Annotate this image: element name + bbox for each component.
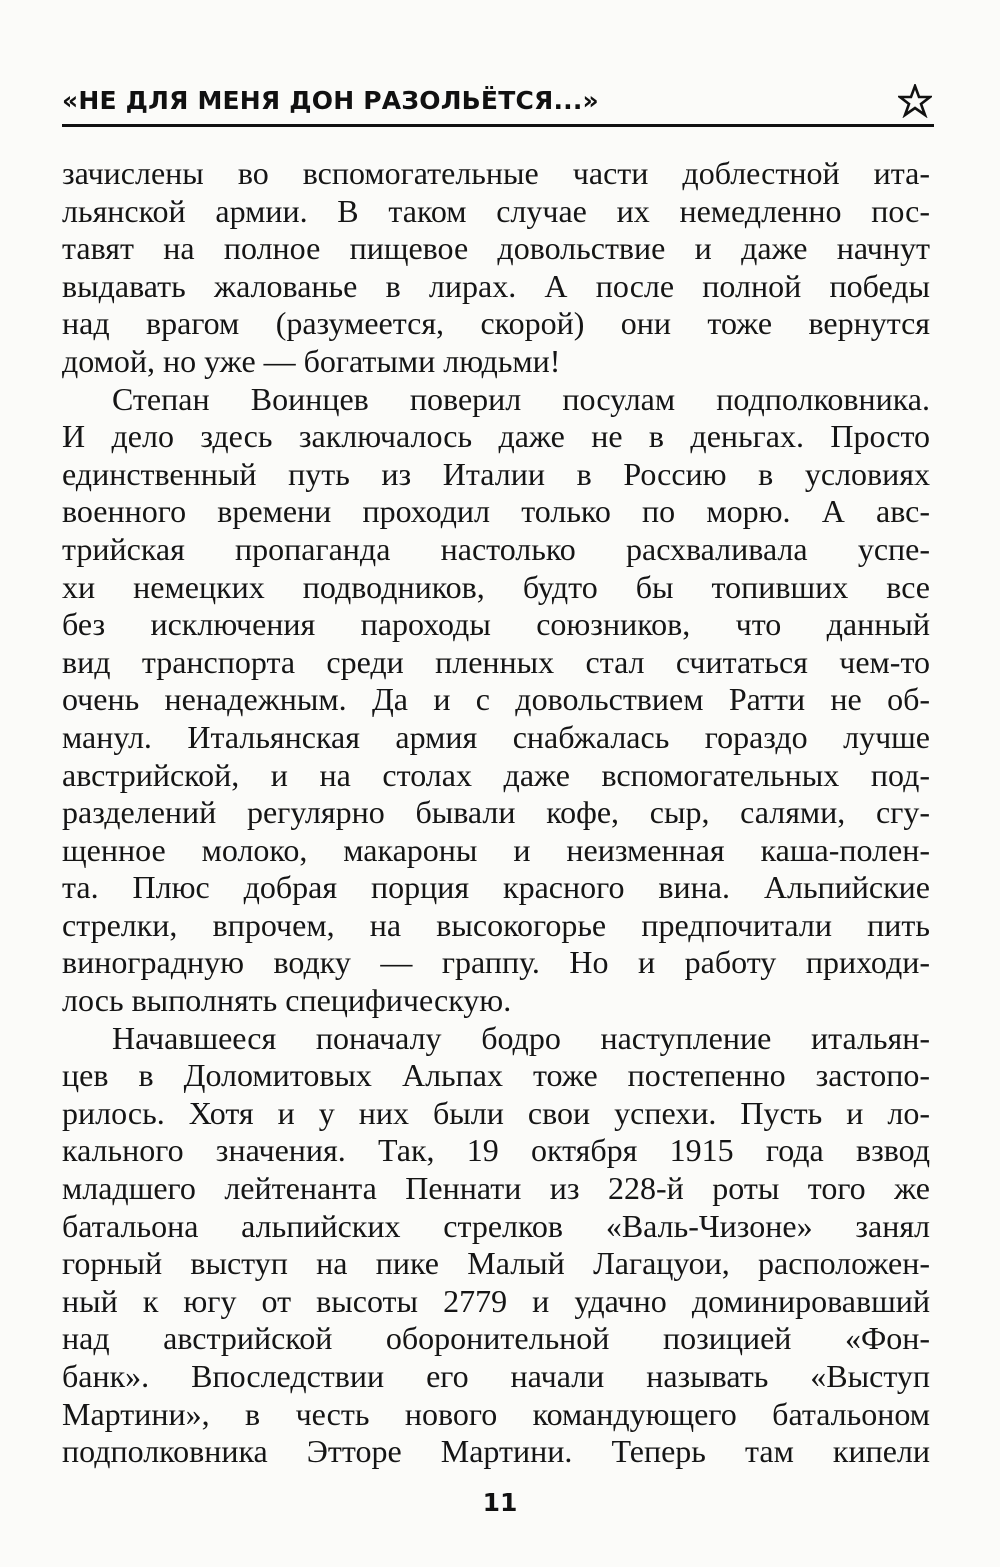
text-line: зачислены во вспомогательные части доблестной ита- (62, 155, 930, 191)
text-line: лось выполнять специфическую. (62, 982, 512, 1019)
text-line: стрелки, впрочем, на высокогорье предпочитали пить (62, 906, 930, 943)
text-line: льянской армии. В таком случае их немедленно пос- (62, 192, 930, 229)
text-line: над врагом (разумеется, скорой) они тоже вернутся (62, 305, 930, 342)
text-line: Начавшееся поначалу бодро наступление итальян- (112, 1019, 930, 1056)
text-line: младшего лейтенанта Пеннати из 228-й роты того же (62, 1170, 930, 1207)
text-line: цев в Доломитовых Альпах тоже постепенно застопо- (62, 1057, 930, 1094)
text-line: Мартини», в честь нового командующего батальоном (62, 1395, 930, 1432)
text-line: хи немецких подводников, будто бы топивших все (62, 568, 930, 605)
text-line: батальона альпийских стрелков «Валь-Чизоне» занял (62, 1207, 930, 1244)
text-line: единственный путь из Италии в Россию в условиях (62, 455, 930, 492)
text-line: горный выступ на пике Малый Лагацуои, расположен- (62, 1245, 930, 1282)
text-line: разделений регулярно бывали кофе, сыр, салями, сгу- (62, 794, 930, 831)
text-line: кального значения. Так, 19 октября 1915 года взвод (62, 1132, 930, 1169)
page-header (62, 84, 934, 127)
text-line: трийская пропаганда настолько расхваливала успе- (62, 530, 930, 567)
text-line: без исключения пароходы союзников, что данный (62, 606, 930, 643)
text-line: рилось. Хотя и у них были свои успехи. Пусть и ло- (62, 1094, 930, 1131)
text-line: домой, но уже — богатыми людьми! (62, 342, 561, 379)
text-line: вид транспорта среди пленных стал считаться чем-то (62, 643, 930, 680)
text-line: банк». Впоследствии его начали называть «Выступ (62, 1358, 930, 1394)
text-line: Степан Воинцев поверил посулам подполковника. (112, 380, 930, 417)
text-line: очень ненадежным. Да и с довольствием Ратти не об- (62, 681, 930, 718)
star-outline-icon (898, 84, 932, 118)
text-line: манул. Итальянская армия снабжалась гораздо лучше (62, 718, 930, 755)
text-line: военного времени проходил только по морю. А авс- (62, 493, 930, 530)
text-line: выдавать жалованье в лирах. А после полной победы (62, 267, 930, 304)
text-line: тавят на полное пищевое довольствие и даже начнут (62, 230, 930, 267)
text-line: виноградную водку — граппу. Но и работу приходи- (62, 944, 930, 981)
text-line: над австрийской оборонительной позицией «Фон- (62, 1320, 930, 1357)
text-line: ный к югу от высоты 2779 и удачно доминировавший (62, 1282, 930, 1319)
text-line: подполковника Этторе Мартини. Теперь там кипели (62, 1433, 930, 1470)
page-number: 11 (482, 1488, 518, 1517)
text-line: австрийской, и на столах даже вспомогательных под- (62, 756, 930, 793)
body-text (62, 155, 930, 1471)
text-line: щенное молоко, макароны и неизменная каша-полен- (62, 831, 930, 868)
text-line: И дело здесь заключалось даже не в деньгах. Просто (62, 418, 930, 455)
text-line: та. Плюс добрая порция красного вина. Альпийские (62, 869, 930, 906)
running-title: «НЕ ДЛЯ МЕНЯ ДОН РАЗОЛЬЁТСЯ...» (62, 86, 599, 115)
